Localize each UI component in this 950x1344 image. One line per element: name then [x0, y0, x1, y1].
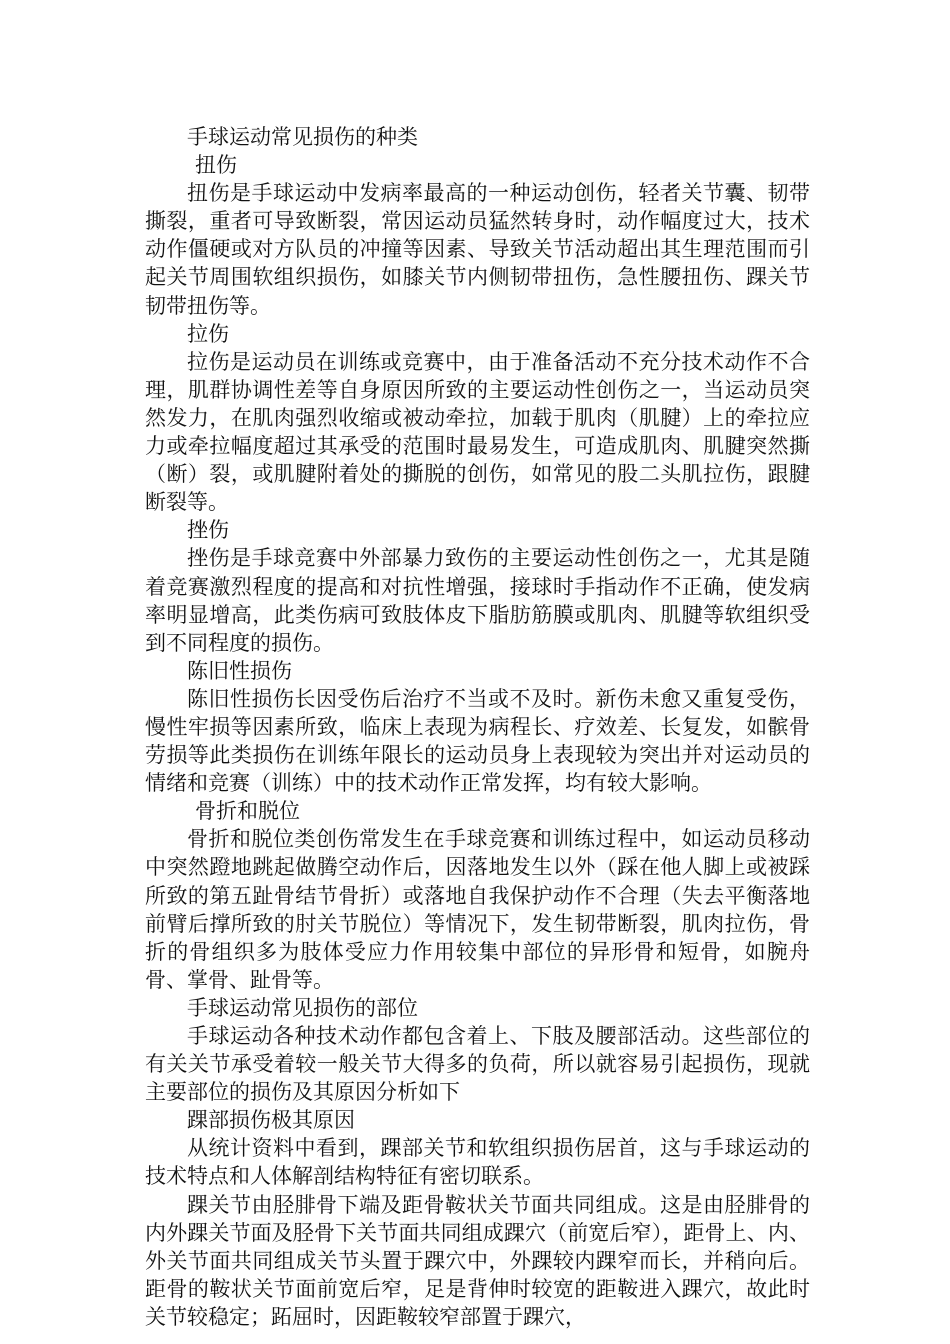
document-page	[145, 123, 810, 1331]
paragraph-chronic-injury: 陈旧性损伤长因受伤后治疗不当或不及时。新伤未愈又重复受伤，慢性牢损等因素所致，临床上表现为病程长、疗效差、长复发，如髌骨劳损等此类损伤在训练年限长的运动员身上表现较为突出并对运动员的情绪和竞赛（训练）中的技术动作正常发挥，均有较大影响。	[145, 686, 810, 796]
section-heading-types: 手球运动常见损伤的种类	[187, 125, 418, 149]
subheading-contusion: 挫伤	[187, 518, 229, 543]
paragraph-ankle-statistics: 从统计资料中看到，踝部关节和软组织损伤居首，这与手球运动的技术特点和人体解剖结构特征有密切联系。	[145, 1136, 810, 1189]
subheading-chronic-injury: 陈旧性损伤	[187, 658, 292, 683]
paragraph-fracture-dislocation: 骨折和脱位类创伤常发生在手球竞赛和训练过程中，如运动员移动中突然蹬地跳起做腾空动作后，因落地发生以外（踩在他人脚上或被踩所致的第五趾骨结节骨折）或落地自我保护动作不合理（失去平衡落地前臂后撑所致的肘关节脱位）等情况下，发生韧带断裂，肌肉拉伤，骨折的骨组织多为肢体受应力作用较集中部位的异形骨和短骨，如腕舟骨、掌骨、趾骨等。	[145, 827, 810, 992]
subheading-ankle-injury: 踝部损伤极其原因	[187, 1108, 355, 1133]
paragraph-locations: 手球运动各种技术动作都包含着上、下肢及腰部活动。这些部位的有关关节承受着较一般关节大得多的负荷，所以就容易引起损伤，现就主要部位的损伤及其原因分析如下	[145, 1024, 810, 1105]
subheading-fracture-dislocation: 骨折和脱位	[195, 799, 300, 824]
paragraph-contusion: 挫伤是手球竞赛中外部暴力致伤的主要运动性创伤之一，尤其是随着竞赛激烈程度的提高和对抗性增强，接球时手指动作不正确，使发病率明显增高，此类伤病可致肢体皮下脂肪筋膜或肌肉、肌腱等软组织受到不同程度的损伤。	[145, 546, 810, 655]
paragraph-strain: 拉伤是运动员在训练或竞赛中，由于准备活动不充分技术动作不合理，肌群协调性差等自身原因所致的主要运动性创伤之一，当运动员突然发力，在肌肉强烈收缩或被动牵拉，加载于肌肉（肌腱）上的牵拉应力或牵拉幅度超过其承受的范围时最易发生，可造成肌肉、肌腱突然撕（断）裂，或肌腱附着处的撕脱的创伤，如常见的股二头肌拉伤，跟腱断裂等。	[145, 349, 810, 515]
paragraph-sprain: 扭伤是手球运动中发病率最高的一种运动创伤，轻者关节囊、韧带撕裂，重者可导致断裂，常因运动员猛然转身时，动作幅度过大，技术动作僵硬或对方队员的冲撞等因素、导致关节活动超出其生理范围而引起关节周围软组织损伤，如膝关节内侧韧带扭伤，急性腰扭伤、踝关节韧带扭伤等。	[145, 181, 810, 318]
paragraph-ankle-anatomy: 踝关节由胫腓骨下端及距骨鞍状关节面共同组成。这是由胫腓骨的内外踝关节面及胫骨下关节面共同组成踝穴（前宽后窄），距骨上、内、外关节面共同组成关节头置于踝穴中，外踝较内踝窄而长，并稍向后。距骨的鞍状关节面前宽后窄，足是背伸时较宽的距鞍进入踝穴，故此时关节较稳定；跖屈时，因距鞍较窄部置于踝穴，	[145, 1192, 810, 1329]
subheading-strain: 拉伤	[187, 321, 229, 346]
section-heading-locations: 手球运动常见损伤的部位	[187, 995, 418, 1020]
subheading-sprain: 扭伤	[195, 153, 237, 178]
